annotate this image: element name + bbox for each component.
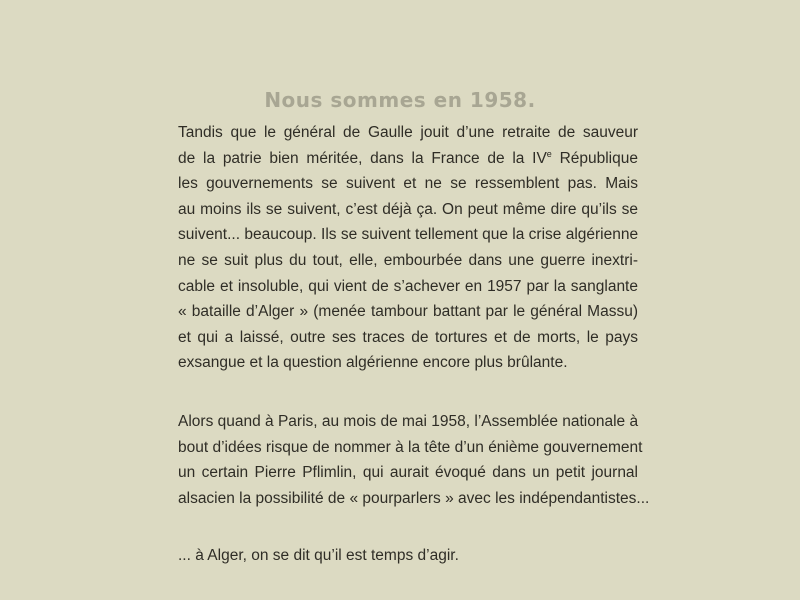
text-line: Tandis que le général de Gaulle jouit d’une retraite de sauveur (178, 124, 638, 141)
superscript: e (546, 148, 552, 159)
text-line: Alors quand à Paris, au mois de mai 1958, l’Assemblée nationale à (178, 413, 639, 430)
text-fragment: République (551, 149, 638, 167)
text-line: exsangue et la question algérienne encore plus brûlante. (178, 354, 568, 372)
text-line: au moins ils se suivent, c’est déjà ça. On peut même dire qu’ils se (178, 200, 638, 218)
paragraph-1 (178, 120, 638, 376)
text-line: « bataille d’Alger » (menée tambour battant par le général Massu) (178, 303, 638, 321)
paragraph-3 (178, 543, 638, 569)
text-line: les gouvernements se suivent et ne se ressemblent pas. Mais (178, 175, 638, 193)
text-line: bout d’idées risque de nommer à la tête d’un énième gouvernement (178, 438, 643, 456)
text-line: suivent... beaucoup. Ils se suivent tellement que la crise algérienne (178, 226, 639, 244)
text-line: ne se suit plus du tout, elle, embourbée dans une guerre inextri- (178, 251, 638, 269)
text-line (178, 146, 638, 172)
text-line: cable et insoluble, qui vient de s’achever en 1957 par la sanglante (178, 277, 638, 295)
text-line: un certain Pierre Pflimlin, qui aurait évoqué dans un petit journal (178, 464, 638, 482)
text-line: ... à Alger, on se dit qu’il est temps d’agir. (178, 547, 459, 564)
text-fragment: de la patrie bien méritée, dans la France de la IV (178, 149, 547, 167)
paragraph-2 (178, 409, 650, 511)
text-line: et qui a laissé, outre ses traces de tortures et de morts, le pays (178, 328, 638, 346)
text-line: alsacien la possibilité de « pourparlers » avec les indépendantistes... (178, 489, 650, 507)
page-title: Nous sommes en 1958. (264, 88, 536, 112)
